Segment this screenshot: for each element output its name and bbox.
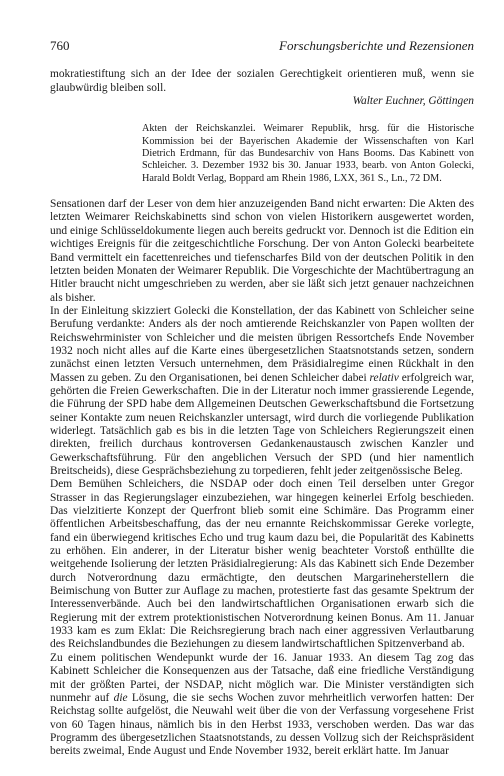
review-body bbox=[50, 198, 474, 758]
review-paragraph-1: Sensationen darf der Leser von dem hier anzuzeigenden Band nicht erwarten: Die Akten des letzten Weimarer Reichskabinetts sind schon von vielen Historikern ausgewertet worden, und einige Schlüsseldokumente liegen auch bereits gedruckt vor. Dennoch ist die Edition ein wichtiges Ereignis für die zeitgeschichtliche Forschung. Der von Anton Golecki bearbeitete Band vermittelt ein facettenreiches und tiefenscharfes Bild von der deutschen Politik in den letzten beiden Monaten der Weimarer Republik. Die Vorgeschichte der Machtübertragung an Hitler braucht nicht umgeschrieben zu werden, aber sie läßt sich jetzt genauer nachzeichnen als bisher. bbox=[50, 198, 474, 304]
review-paragraph-2: In der Einleitung skizziert Golecki die Konstellation, der das Kabinett von Schleicher seine Berufung verdankte: Anders als der noch amtierende Reichskanzler von Papen wollten der Reichswehrminister von Schleicher und die meisten übrigen Ressortchefs Ende November 1932 noch nicht alles auf die Karte eines übergesetzlichen Staatsnotstands setzen, sondern zunächst einen letzten Versuch unternehmen, dem Präsidialregime einen Rückhalt in den Massen zu geben. Zu den Organisationen, bei denen Schleicher dabei relativ erfolgreich war, gehörten die Freien Gewerkschaften. Die in der Literatur noch immer grassierende Legende, die Führung der SPD habe dem Allgemeinen Deutschen Gewerkschaftsbund die Fortsetzung seiner Kontakte zum neuen Reichskanzler untersagt, wird durch die vorliegende Publikation widerlegt. Tatsächlich gab es bis in die letzten Tage von Schleichers Regierungszeit einen direkten, freilich durchaus kontroversen Gedankenaustausch zwischen Kanzler und Gewerkschaftsführung. Für den angeblichen Versuch der SPD (und hier namentlich Breitscheids), diese Gesprächsbeziehung zu torpedieren, fehlt jeder zeitgenössische Beleg. bbox=[50, 304, 475, 478]
book-citation: Akten der Reichskanzlei. Weimarer Republik, hrsg. für die Historische Kommission bei der Bayerischen Akademie der Wissenschaften von Karl Dietrich Erdmann, für das Bundesarchiv von Hans Booms. Das Kabinett von Schleicher. 3. Dezember 1932 bis 30. Januar 1933, bearb. von Anton Golecki, Harald Boldt Verlag, Boppard am Rhein 1986, LXX, 361 S., Ln., 72 DM. bbox=[142, 123, 474, 184]
running-title: Forschungsberichte und Rezensionen bbox=[279, 38, 474, 53]
reviewer-signature: Walter Euchner, Göttingen bbox=[352, 95, 474, 108]
review-paragraph-3: Dem Bemühen Schleichers, die NSDAP oder doch einen Teil derselben unter Gregor Strasser in das Regierungslager einzubeziehen, war hingegen keinerlei Erfolg beschieden. Das vielzitierte Konzept der Querfront blieb somit eine Schimäre. Das Programm einer öffentlichen Arbeitsbeschaffung, das der neu ernannte Reichskommissar Gereke vorlegte, fand ein überwiegend kritisches Echo und trug kaum dazu bei, die Popularität des Kabinetts zu erhöhen. Ein anderer, in der Literatur bisher wenig beachteter Vorstoß enthüllte die weitgehende Isolierung der letzten Präsidialregierung: Als das Kabinett sich Ende Dezember durch Notverordnung dazu ermächtigte, den deutschen Margarineherstellern die Beimischung von Butter zur Auflage zu machen, protestierte fast das gesamte Spektrum der Interessenverbände. Auch bei den landwirtschaftlichen Organisationen erwarb sich die Regierung mit der extrem protektionistischen Notverordnung keinen Bonus. Am 11. Januar 1933 kam es zum Eklat: Die Reichsregierung brach nach einer aggressiven Verlautbarung des Reichslandbundes die Beziehungen zu diesem landwirtschaftlichen Spitzenverband ab. bbox=[50, 478, 474, 651]
page-number: 760 bbox=[50, 38, 70, 53]
emphasis-relativ: relativ bbox=[369, 371, 399, 384]
previous-review-ending: mokratiestiftung sich an der Idee der sozialen Gerechtigkeit orientieren muß, wenn sie glaubwürdig bleiben soll. bbox=[50, 68, 474, 94]
review-paragraph-4: Zu einem politischen Wendepunkt wurde der 16. Januar 1933. An diesem Tag zog das Kabinett Schleicher die Konsequenzen aus der Tatsache, daß eine friedliche Verständigung mit der größten Partei, der NSDAP, nicht möglich war. Die Minister verständigten sich nunmehr auf die Lösung, die sie sechs Wochen zuvor mehrheitlich verworfen hatten: Der Reichstag sollte aufgelöst, die Neuwahl weit über die von der Verfassung vorgesehene Frist von 60 Tagen hinaus, nämlich bis in den Herbst 1933, verschoben werden. Das war das Programm des übergesetzlichen Staatsnotstands, zu dessen Vollzug sich der Reichspräsident bereits zweimal, Ende August und Ende November 1932, bereit erklärt hatte. Im Januar bbox=[50, 651, 474, 758]
page-header bbox=[50, 38, 474, 54]
emphasis-die: die bbox=[113, 691, 128, 704]
